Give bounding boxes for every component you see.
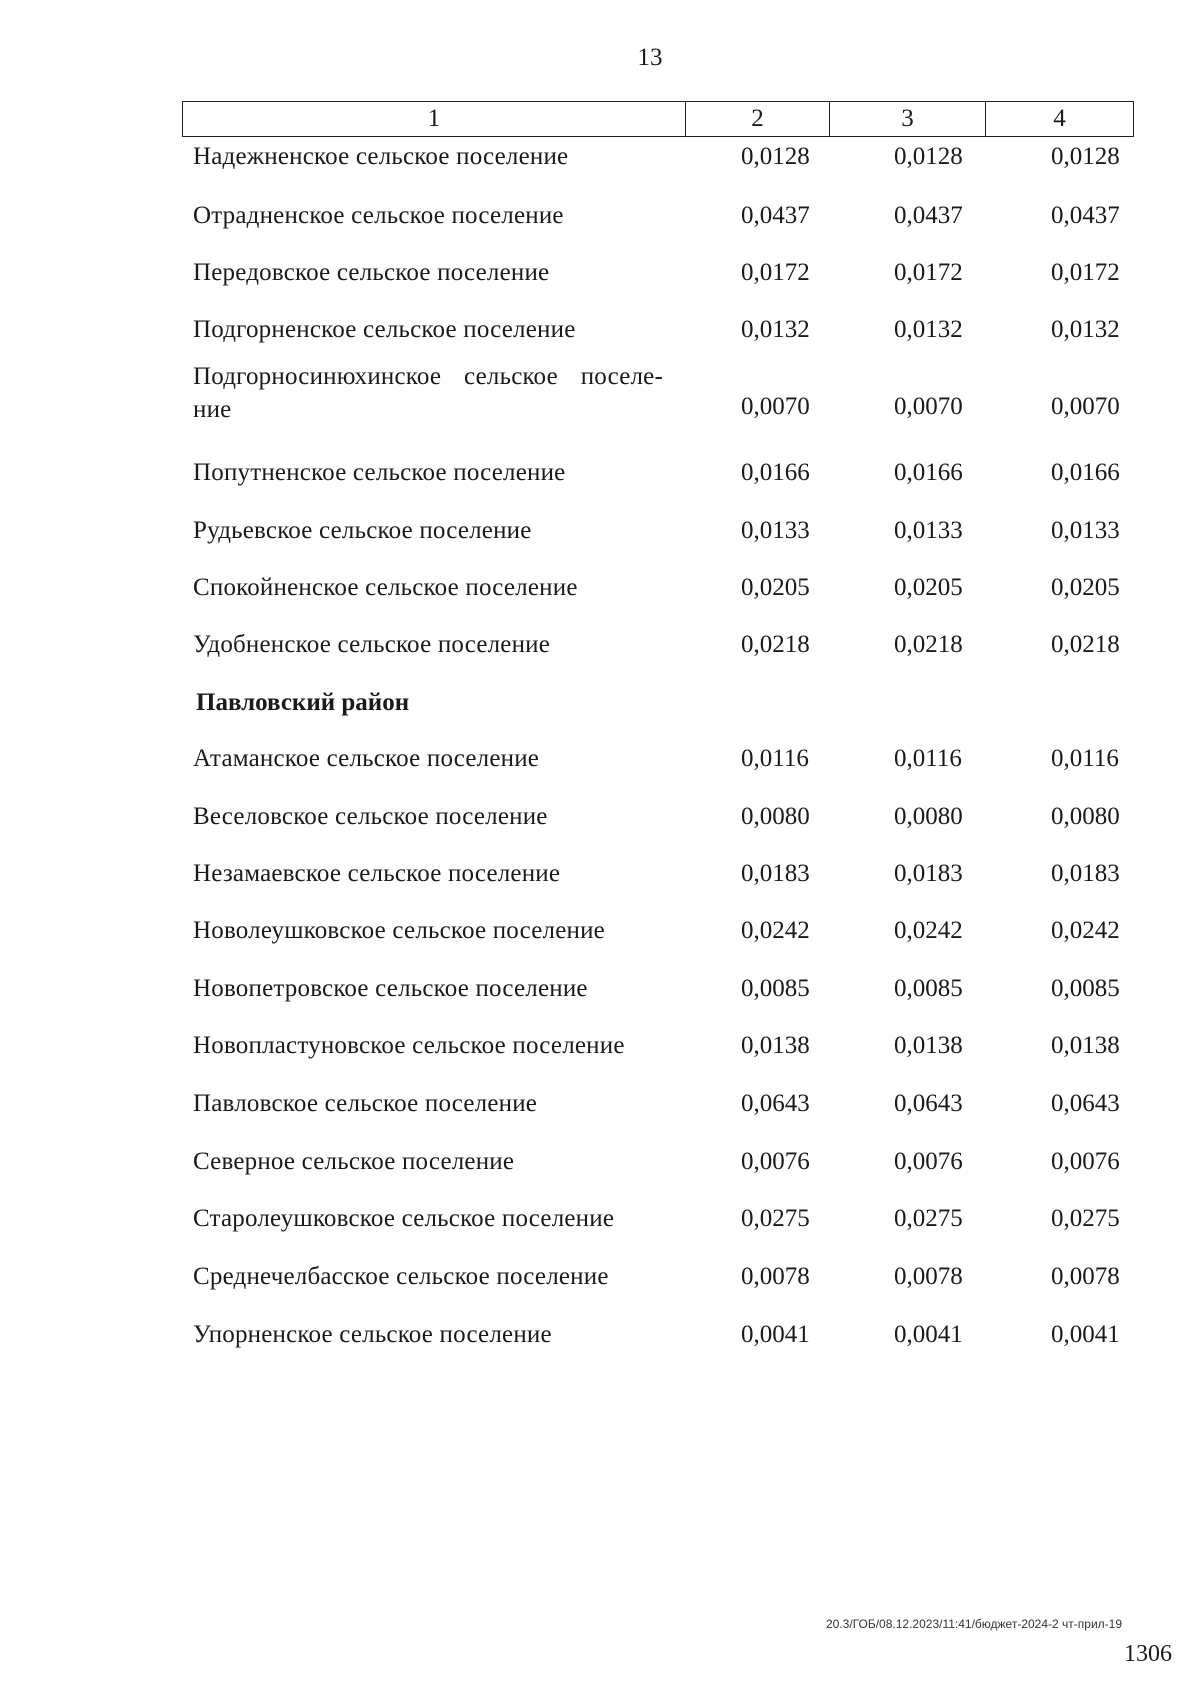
settlement-name: Рудьевское сельское поселение <box>193 517 532 544</box>
value-col-2: 0,0133 <box>741 517 810 544</box>
value-col-3: 0,0138 <box>894 1032 963 1059</box>
header-col-4: 4 <box>985 102 1133 136</box>
page-number: 13 <box>637 44 663 71</box>
value-col-2: 0,0205 <box>741 574 810 601</box>
settlement-name: Упорненское сельское поселение <box>193 1321 552 1348</box>
value-col-4: 0,0076 <box>1051 1148 1120 1175</box>
value-col-3: 0,0183 <box>894 860 963 887</box>
value-col-4: 0,0078 <box>1051 1263 1120 1290</box>
value-col-2: 0,0085 <box>741 975 810 1002</box>
value-col-4: 0,0166 <box>1051 459 1120 486</box>
value-col-2: 0,0183 <box>741 860 810 887</box>
value-col-4: 0,0128 <box>1051 143 1120 170</box>
settlement-name: Веселовское сельское поселение <box>193 803 548 830</box>
settlement-name: Атаманское сельское поселение <box>193 745 540 772</box>
document-code: 20.3/ГОБ/08.12.2023/11:41/бюджет-2024-2 чт-прил-19 <box>826 1617 1122 1631</box>
settlement-name: Новопетровское сельское поселение <box>193 975 588 1002</box>
header-col-3: 3 <box>829 102 985 136</box>
header-col-1: 1 <box>427 105 441 132</box>
value-col-3: 0,0076 <box>894 1148 963 1175</box>
value-col-3: 0,0085 <box>894 975 963 1002</box>
value-col-4: 0,0041 <box>1051 1321 1120 1348</box>
value-col-3: 0,0205 <box>894 574 963 601</box>
value-col-2: 0,0218 <box>741 631 810 658</box>
value-col-2: 0,0166 <box>741 459 810 486</box>
settlement-name: Павловское сельское поселение <box>193 1090 538 1117</box>
value-col-4: 0,0070 <box>1051 393 1120 420</box>
value-col-3: 0,0275 <box>894 1205 963 1232</box>
value-col-3: 0,0166 <box>894 459 963 486</box>
value-col-3: 0,0643 <box>894 1090 963 1117</box>
value-col-2: 0,0138 <box>741 1032 810 1059</box>
settlement-name: Подгорносинюхинское сельское поселе-ние <box>193 363 663 423</box>
value-col-3: 0,0080 <box>894 803 963 830</box>
settlement-name: Среднечелбасское сельское поселение <box>193 1263 609 1290</box>
value-col-2: 0,0437 <box>741 202 810 229</box>
value-col-3: 0,0116 <box>894 745 962 772</box>
value-col-4: 0,0437 <box>1051 202 1120 229</box>
settlement-name: Северное сельское поселение <box>193 1148 515 1175</box>
settlement-name: Новолеушковское сельское поселение <box>193 917 605 944</box>
table-header <box>182 101 1134 137</box>
value-col-2: 0,0078 <box>741 1263 810 1290</box>
value-col-4: 0,0080 <box>1051 803 1120 830</box>
value-col-3: 0,0437 <box>894 202 963 229</box>
value-col-4: 0,0116 <box>1051 745 1119 772</box>
value-col-3: 0,0070 <box>894 393 963 420</box>
value-col-4: 0,0242 <box>1051 917 1120 944</box>
settlement-name: Спокойненское сельское поселение <box>193 574 578 601</box>
value-col-4: 0,0132 <box>1051 316 1120 343</box>
value-col-2: 0,0132 <box>741 316 810 343</box>
value-col-2: 0,0275 <box>741 1205 810 1232</box>
value-col-2: 0,0643 <box>741 1090 810 1117</box>
settlement-name: Старолеушковское сельское поселение <box>193 1205 615 1232</box>
value-col-3: 0,0172 <box>894 259 963 286</box>
value-col-4: 0,0275 <box>1051 1205 1120 1232</box>
section-title: Павловский район <box>196 689 410 716</box>
value-col-2: 0,0172 <box>741 259 810 286</box>
value-col-3: 0,0041 <box>894 1321 963 1348</box>
settlement-name: Новопластуновское сельское поселение <box>193 1032 625 1059</box>
footer-page-number: 1306 <box>1124 1641 1172 1667</box>
value-col-4: 0,0183 <box>1051 860 1120 887</box>
value-col-3: 0,0133 <box>894 517 963 544</box>
value-col-4: 0,0133 <box>1051 517 1120 544</box>
value-col-3: 0,0128 <box>894 143 963 170</box>
value-col-4: 0,0085 <box>1051 975 1120 1002</box>
value-col-4: 0,0172 <box>1051 259 1120 286</box>
settlement-name: Незамаевское сельское поселение <box>193 860 561 887</box>
value-col-3: 0,0078 <box>894 1263 963 1290</box>
settlement-name: Отрадненское сельское поселение <box>193 202 564 229</box>
value-col-3: 0,0242 <box>894 917 963 944</box>
settlement-name: Подгорненское сельское поселение <box>193 316 576 343</box>
header-col-2: 2 <box>685 102 829 136</box>
value-col-4: 0,0205 <box>1051 574 1120 601</box>
value-col-3: 0,0218 <box>894 631 963 658</box>
settlement-name: Удобненское сельское поселение <box>193 631 551 658</box>
value-col-2: 0,0041 <box>741 1321 810 1348</box>
settlement-name: Попутненское сельское поселение <box>193 459 566 486</box>
value-col-4: 0,0138 <box>1051 1032 1120 1059</box>
value-col-4: 0,0643 <box>1051 1090 1120 1117</box>
value-col-2: 0,0242 <box>741 917 810 944</box>
value-col-4: 0,0218 <box>1051 631 1120 658</box>
value-col-3: 0,0132 <box>894 316 963 343</box>
value-col-2: 0,0128 <box>741 143 810 170</box>
settlement-name: Надежненское сельское поселение <box>193 143 569 170</box>
settlement-name: Передовское сельское поселение <box>193 259 550 286</box>
value-col-2: 0,0070 <box>741 393 810 420</box>
value-col-2: 0,0116 <box>741 745 809 772</box>
value-col-2: 0,0076 <box>741 1148 810 1175</box>
value-col-2: 0,0080 <box>741 803 810 830</box>
